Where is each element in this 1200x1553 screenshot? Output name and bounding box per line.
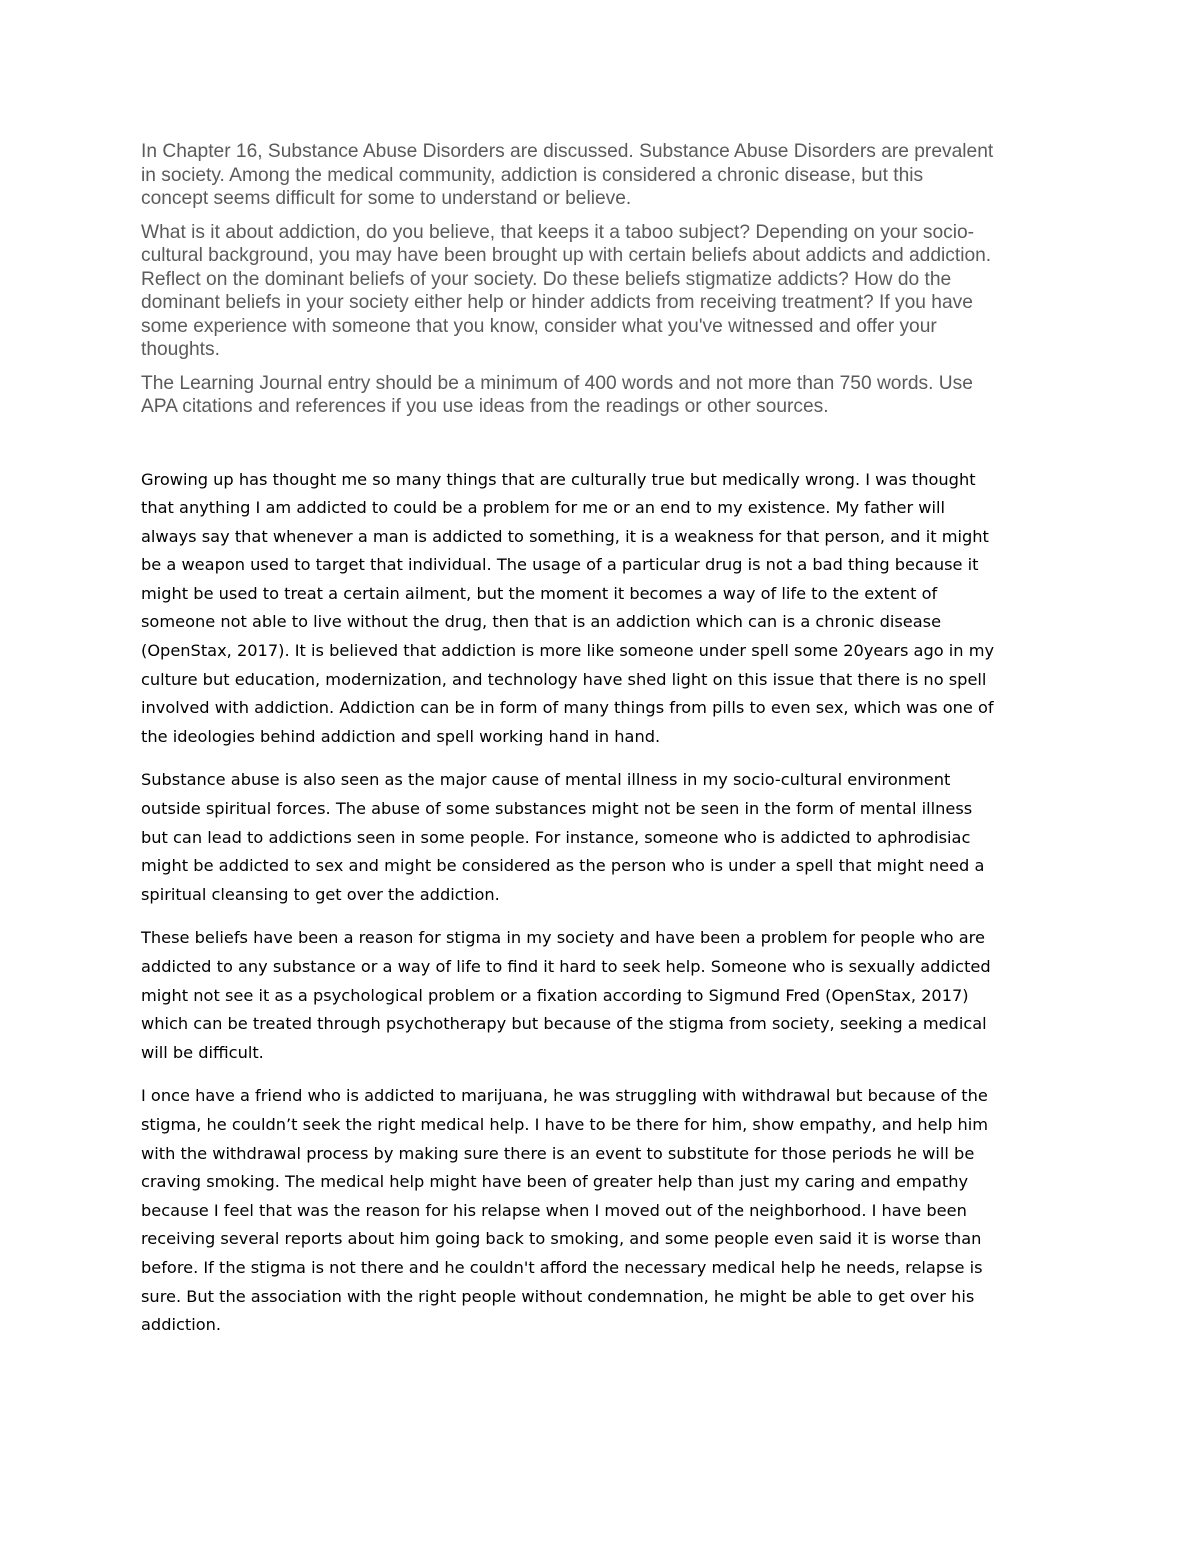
response-paragraph-2: Substance abuse is also seen as the major cause of mental illness in my socio-cultural environment outside spiritual forces. The abuse of some substances might not be seen in the form of mental illness but can lead to addictions seen in some people. For instance, someone who is addicted to aphrodisiac might be addicted to sex and might be considered as the person who is under a spell that might need a spiritual cleansing to get over the addiction. — [141, 770, 985, 904]
journal-response — [141, 466, 1066, 1340]
response-paragraph-1: Growing up has thought me so many things that are culturally true but medically wrong. I was thought that anything I am addicted to could be a problem for me or an end to my existence. My father will always say that whenever a man is addicted to something, it is a weakness for that person, and it might be a weapon used to target that individual. The usage of a particular drug is not a bad thing because it might be used to treat a certain ailment, but the moment it becomes a way of life to the extent of someone not able to live without the drug, then that is an addiction which can is a chronic disease (OpenStax, 2017). It is believed that addiction is more like someone under spell some 20years ago in my culture but education, modernization, and technology have shed light on this issue that there is no spell involved with addiction. Addiction can be in form of many things from pills to even sex, which was one of the ideologies behind addiction and spell working hand in hand. — [141, 469, 995, 746]
response-paragraph-4: I once have a friend who is addicted to marijuana, he was struggling with withdrawal but because of the stigma, he couldn’t seek the right medical help. I have to be there for him, show empathy, and help him with the withdrawal process by making sure there is an event to substitute for those periods he will be craving smoking. The medical help might have been of greater help than just my caring and empathy because I feel that was the reason for his relapse when I moved out of the neighborhood. I have been receiving several reports about him going back to smoking, and some people even said it is worse than before. If the stigma is not there and he couldn't afford the necessary medical help he needs, relapse is sure. But the association with the right people without condemnation, he might be able to get over his addiction. — [141, 1086, 989, 1335]
response-paragraph-3: These beliefs have been a reason for stigma in my society and have been a problem for people who are addicted to any substance or a way of life to find it hard to seek help. Someone who is sexually addicted might not see it as a psychological problem or a fixation according to Sigmund Fred (OpenStax, 2017) which can be treated through psychotherapy but because of the stigma from society, seeking a medical will be difficult. — [141, 928, 991, 1062]
document-page — [141, 140, 1066, 1355]
prompt-paragraph-3: The Learning Journal entry should be a minimum of 400 words and not more than 750 words. Use APA citations and references if you use ideas from the readings or other sources. — [141, 372, 973, 417]
assignment-prompt — [141, 140, 1066, 419]
prompt-paragraph-1: In Chapter 16, Substance Abuse Disorders are discussed. Substance Abuse Disorders are prevalent in society. Among the medical community, addiction is considered a chronic disease, but this concept seems difficult for some to understand or believe. — [141, 141, 994, 209]
prompt-paragraph-2: What is it about addiction, do you believe, that keeps it a taboo subject? Depending on your socio- cultural background, you may have been brought up with certain beliefs about addicts and addiction. Reflect on the dominant beliefs of your society. Do these beliefs stigmatize addicts? How do the dominant beliefs in your society either help or hinder addicts from receiving treatment? If you have some experience with someone that you know, consider what you've witnessed and offer your thoughts. — [141, 221, 992, 360]
